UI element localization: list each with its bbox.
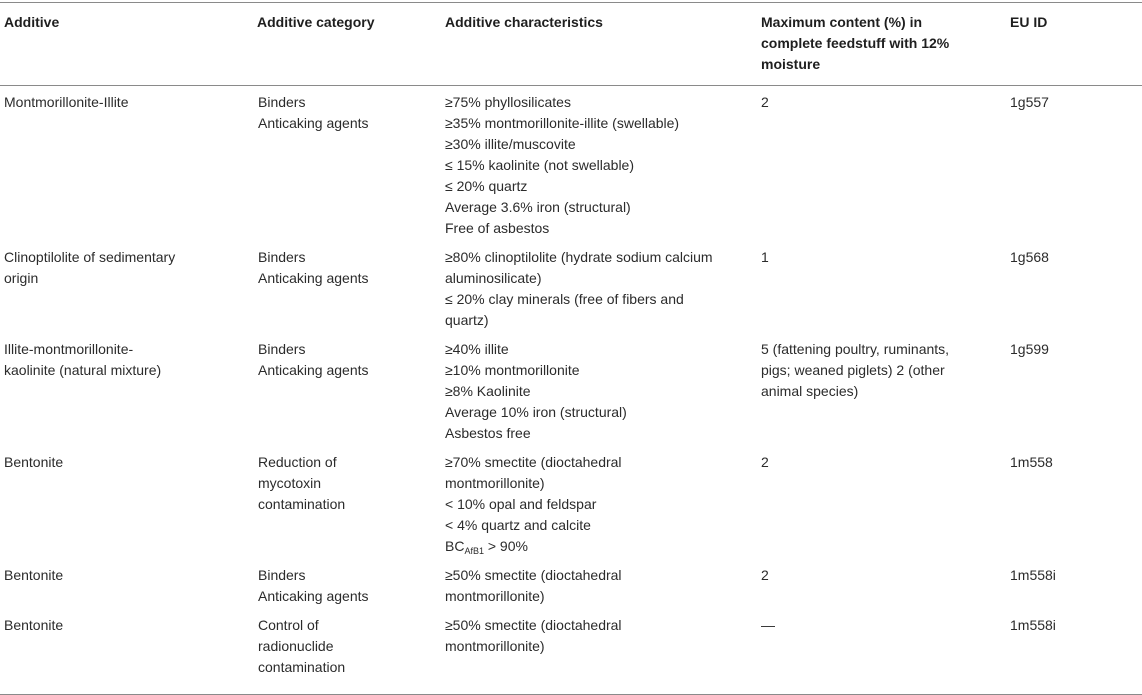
table-row bbox=[0, 241, 1142, 333]
table-row bbox=[0, 559, 1142, 609]
cell-additive: Montmorillonite-Illite bbox=[4, 94, 129, 110]
cell-characteristics: ≥80% clinoptilolite (hydrate sodium calcium aluminosilicate) ≤ 20% clay minerals (free of fibers and quartz) bbox=[445, 249, 713, 328]
bc-afb1-line: $BC_{AfB1} > 90\%$ bbox=[445, 538, 528, 556]
header-eu-id: EU ID bbox=[1010, 14, 1048, 30]
additives-table bbox=[0, 2, 1142, 695]
cell-max-content: 2 bbox=[761, 454, 769, 470]
cell-eu-id: 1m558i bbox=[1010, 567, 1056, 583]
cell-additive: Illite-montmorillonite-kaolinite (natural mixture) bbox=[4, 341, 162, 378]
header-max-content: Maximum content (%) in complete feedstuff with 12% moisture bbox=[761, 14, 950, 72]
cell-eu-id: 1g599 bbox=[1010, 341, 1049, 357]
header-additive: Additive bbox=[4, 14, 60, 30]
cell-eu-id: 1m558 bbox=[1010, 454, 1053, 470]
cell-additive: Bentonite bbox=[4, 617, 64, 633]
cell-max-content: 1 bbox=[761, 249, 769, 265]
cell-additive: Bentonite bbox=[4, 567, 64, 583]
cell-eu-id: 1g568 bbox=[1010, 249, 1049, 265]
cell-category: Binders Anticaking agents bbox=[258, 567, 369, 604]
cell-category: Binders Anticaking agents bbox=[258, 341, 369, 378]
cell-max-content: — bbox=[761, 617, 775, 633]
cell-additive: Clinoptilolite of sedimentary origin bbox=[4, 249, 176, 286]
cell-category: Binders Anticaking agents bbox=[258, 94, 369, 131]
cell-max-content: 2 bbox=[761, 94, 769, 110]
header-category: Additive category bbox=[257, 14, 375, 30]
table-row bbox=[0, 446, 1142, 559]
cell-max-content: 2 bbox=[761, 567, 769, 583]
table-row bbox=[0, 609, 1142, 695]
table-row bbox=[0, 86, 1142, 242]
cell-category: Reduction of mycotoxin contamination bbox=[258, 454, 346, 512]
table-row bbox=[0, 333, 1142, 446]
cell-category: Binders Anticaking agents bbox=[258, 249, 369, 286]
header-characteristics: Additive characteristics bbox=[445, 14, 603, 30]
cell-max-content: 5 (fattening poultry, ruminants, pigs; weaned piglets) 2 (other animal species) bbox=[761, 341, 950, 399]
cell-eu-id: 1m558i bbox=[1010, 617, 1056, 633]
cell-characteristics: ≥75% phyllosilicates ≥35% montmorillonite-illite (swellable) ≥30% illite/muscovite ≤ 15% kaolinite (not swellable) ≤ 20% quartz Average 3.6% iron (structural) Free of asbestos bbox=[445, 94, 680, 236]
cell-eu-id: 1g557 bbox=[1010, 94, 1049, 110]
cell-additive: Bentonite bbox=[4, 454, 64, 470]
cell-characteristics: ≥40% illite ≥10% montmorillonite ≥8% Kaolinite Average 10% iron (structural) Asbestos free bbox=[445, 341, 627, 441]
table-body bbox=[0, 86, 1142, 695]
table-header bbox=[0, 3, 1142, 86]
cell-characteristics: ≥70% smectite (dioctahedral montmorillonite) < 10% opal and feldspar < 4% quartz and calcite $BC_{AfB1} > 90\%$ bbox=[441, 446, 757, 559]
cell-characteristics: ≥50% smectite (dioctahedral montmorillonite) bbox=[445, 617, 622, 654]
cell-characteristics: ≥50% smectite (dioctahedral montmorillonite) bbox=[445, 567, 622, 604]
cell-category: Control of radionuclide contamination bbox=[258, 617, 346, 675]
header-row bbox=[0, 3, 1142, 86]
